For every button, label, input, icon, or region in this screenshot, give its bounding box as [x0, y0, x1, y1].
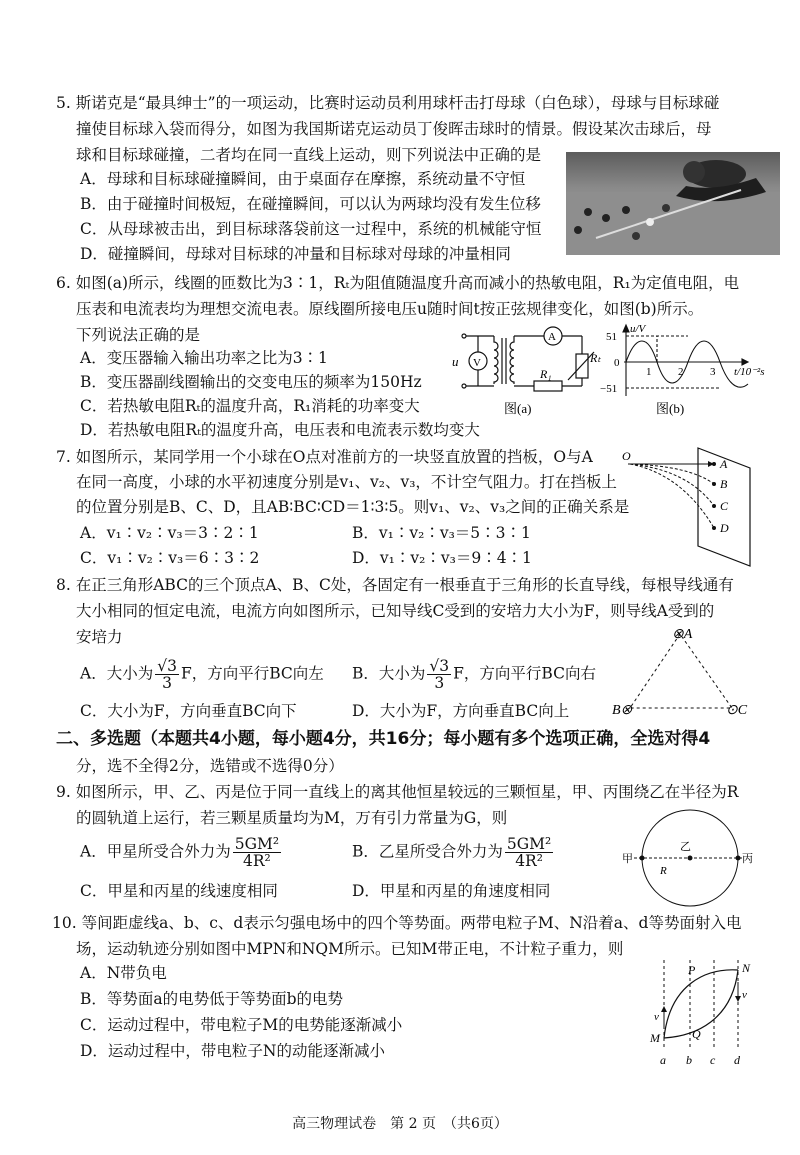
label-b-wire: B⊗ — [612, 703, 633, 718]
label-ammeter: A — [548, 331, 556, 343]
q10-stem-line2: 场，运动轨迹分别如图中MPN和NQM所示。已知M带正电，不计粒子重力，则 — [76, 940, 624, 958]
q8-option-d: D．大小为F，方向垂直BC向上 — [352, 702, 570, 720]
label-zero: 0 — [614, 357, 620, 369]
q6-stem-line2: 压表和电流表均为理想交流电表。原线圈所接电压u随时间t按正弦规律变化，如图(b)所示。 — [76, 300, 704, 318]
q7-stem-line3: 的位置分别是B、C、D，且AB∶BC∶CD＝1∶3∶5。则v₁、v₂、v₃之间的正确关系是 — [76, 498, 630, 516]
q9-b-den: 4R² — [515, 852, 543, 870]
q10-figure — [636, 954, 786, 1069]
q9-option-c: C．甲星和丙星的线速度相同 — [80, 882, 278, 900]
q9-a-den: 4R² — [242, 852, 271, 870]
label-bing: 丙 — [742, 853, 753, 865]
q7-option-b: B．v₁∶v₂∶v₃＝5∶3∶1 — [352, 524, 531, 542]
q8-option-b — [352, 658, 596, 691]
q8-option-c: C．大小为F，方向垂直BC向下 — [80, 702, 297, 720]
label-d: D — [720, 521, 729, 535]
label-t3: 3 — [710, 366, 716, 378]
sine-graph — [623, 325, 748, 396]
label-m: M — [650, 1031, 660, 1045]
q8-a-num: √3 — [157, 657, 177, 675]
q9-option-b-fraction — [505, 836, 553, 869]
q8-b-den: 3 — [434, 674, 445, 692]
label-p: P — [688, 963, 696, 977]
q9-option-a-prefix: A．甲星所受合外力为 — [80, 842, 231, 861]
triangle — [630, 634, 732, 708]
label-ymin: −51 — [600, 383, 618, 395]
thermistor-rt — [576, 354, 588, 378]
path-nqm — [664, 970, 738, 1038]
label-r1: R₁ — [540, 367, 552, 381]
label-c-wire: ⊙C — [726, 703, 748, 718]
section2-line1: 二、多选题（本题共4小题，每小题4分，共16分；每小题有多个选项正确，全选对得4 — [56, 729, 711, 749]
q10-option-d: D．运动过程中，带电粒子N的动能逐渐减小 — [80, 1042, 385, 1060]
label-r: R — [660, 865, 667, 877]
label-o: O — [622, 449, 631, 463]
q9-stem-line2: 的圆轨道上运行，若三颗星质量均为M，万有引力常量为G，则 — [76, 809, 508, 827]
q9-option-a — [80, 836, 283, 869]
q8-stem-line1: 8. 在正三角形ABC的三个顶点A、B、C处，各固定有一根垂直于三角形的长直导线，每根导线通有 — [56, 576, 734, 594]
snooker-photo — [566, 152, 780, 255]
q10-stem-line1: 10. 等间距虚线a、b、c、d表示匀强电场中的四个等势面。两带电粒子M、N沿着a、d等势面射入电 — [52, 914, 742, 932]
label-u-axis: u/V — [630, 323, 646, 335]
label-rt: Rₜ — [590, 351, 601, 365]
q9-option-b — [352, 836, 555, 869]
label-plane-b: b — [686, 1053, 692, 1067]
q9-a-num: 5GM² — [234, 835, 280, 853]
q5-option-d: D．碰撞瞬间，母球对目标球的冲量和目标球对母球的冲量相同 — [80, 245, 511, 263]
resistor-r1 — [534, 381, 562, 391]
q8-option-a-suffix: F，方向平行BC向左 — [180, 664, 324, 683]
page-footer: 高三物理试卷 第 2 页 （共6页） — [292, 1116, 508, 1132]
q5-stem-line2: 撞使目标球入袋而得分，如图为我国斯诺克运动员丁俊晖击球时的情景。假设某次击球后，母 — [76, 120, 712, 138]
q5-stem-line1: 5. 斯诺克是“最具绅士”的一项运动，比赛时运动员利用球杆击打母球（白色球），母球与目标球碰 — [56, 94, 720, 112]
label-v-left: v — [654, 1011, 659, 1023]
q8-option-a-prefix: A．大小为 — [80, 664, 154, 683]
q8-stem-line2: 大小相同的恒定电流，电流方向如图所示，已知导线C受到的安培力大小为F，则导线A受到的 — [76, 602, 715, 620]
transformer-circuit — [462, 327, 594, 391]
label-plane-c: c — [710, 1053, 716, 1067]
q6-option-a: A．变压器输入输出功率之比为3∶1 — [80, 349, 328, 367]
label-v: V — [473, 357, 481, 369]
q8-b-num: √3 — [429, 657, 450, 675]
label-a: A — [720, 457, 728, 471]
q7-stem-line2: 在同一高度，小球的水平初速度分别是v₁、v₂、v₃，不计空气阻力。打在挡板上 — [76, 473, 617, 491]
q7-figure — [620, 440, 790, 570]
q6-option-b: B．变压器副线圈输出的交变电压的频率为150Hz — [80, 373, 422, 391]
q9-option-d: D．甲星和丙星的角速度相同 — [352, 882, 551, 900]
q7-stem-line1: 7. 如图所示，某同学用一个小球在O点对准前方的一块竖直放置的挡板，O与A — [56, 448, 593, 466]
q8-a-den: 3 — [162, 674, 173, 692]
label-u: u — [452, 354, 459, 369]
label-t2: 2 — [678, 366, 684, 378]
q9-option-b-prefix: B．乙星所受合外力为 — [352, 842, 503, 861]
q6-figures — [452, 322, 797, 417]
q8-option-b-prefix: B．大小为 — [352, 664, 426, 683]
label-plane-d: d — [734, 1053, 740, 1067]
q6-option-c: C．若热敏电阻Rₜ的温度升高，R₁消耗的功率变大 — [80, 397, 420, 415]
q8-option-a — [80, 658, 324, 691]
q8-option-a-fraction — [155, 658, 179, 691]
q7-option-a: A．v₁∶v₂∶v₃＝3∶2∶1 — [80, 524, 259, 542]
q7-option-c: C．v₁∶v₂∶v₃＝6∶3∶2 — [80, 549, 260, 567]
label-c: C — [720, 499, 729, 513]
q5-stem-line3: 球和目标球碰撞，二者均在同一直线上运动，则下列说法中正确的是 — [76, 146, 542, 164]
section2-line2: 分，选不全得2分，选错或不选得0分） — [76, 757, 344, 775]
q7-option-d: D．v₁∶v₂∶v₃＝9∶4∶1 — [352, 549, 532, 567]
label-v-right: v — [742, 989, 747, 1001]
q9-stem-line1: 9. 如图所示，甲、乙、丙是位于同一直线上的离其他恒星较远的三颗恒星，甲、丙围绕乙在半径为R — [56, 783, 739, 801]
q10-option-c: C．运动过程中，带电粒子M的电势能逐渐减小 — [80, 1016, 403, 1034]
q9-option-a-fraction — [233, 836, 281, 869]
q6-stem-line1: 6. 如图(a)所示，线圈的匝数比为3∶1，Rₜ为阻值随温度升高而减小的热敏电阻，R₁为定值电阻，电 — [56, 274, 740, 292]
label-n: N — [742, 961, 751, 975]
q10-option-b: B．等势面a的电势低于等势面b的电势 — [80, 990, 344, 1008]
q6-option-d: D．若热敏电阻Rₜ的温度升高，电压表和电流表示数均变大 — [80, 421, 480, 439]
label-ymax: 51 — [606, 331, 617, 343]
caption-fig-a: 图(a) — [504, 401, 532, 416]
q8-option-b-suffix: F，方向平行BC向右 — [453, 664, 596, 683]
label-yi: 乙 — [680, 841, 691, 853]
q5-option-c: C．从母球被击出，到目标球落袋前这一过程中，系统的机械能守恒 — [80, 220, 542, 238]
label-q: Q — [692, 1027, 701, 1041]
q8-figure — [608, 622, 788, 722]
label-jia: 甲 — [622, 853, 633, 865]
caption-fig-b: 图(b) — [656, 401, 685, 416]
label-plane-a: a — [660, 1053, 666, 1067]
q8-option-b-fraction — [427, 658, 451, 691]
label-t-axis: t/10⁻²s — [734, 366, 765, 378]
q9-b-num: 5GM² — [506, 835, 552, 853]
q5-option-b: B．由于碰撞时间极短，在碰撞瞬间，可以认为两球均没有发生位移 — [80, 195, 541, 213]
q9-figure — [618, 804, 788, 914]
q8-stem-line3: 安培力 — [76, 628, 123, 646]
q6-stem-line3: 下列说法正确的是 — [76, 326, 201, 344]
label-t1: 1 — [646, 366, 652, 378]
label-a-wire: ⊗A — [672, 627, 693, 642]
label-b: B — [720, 477, 728, 491]
q10-option-a: A．N带负电 — [80, 964, 167, 982]
q5-option-a: A．母球和目标球碰撞瞬间，由于桌面存在摩擦，系统动量不守恒 — [80, 170, 526, 188]
